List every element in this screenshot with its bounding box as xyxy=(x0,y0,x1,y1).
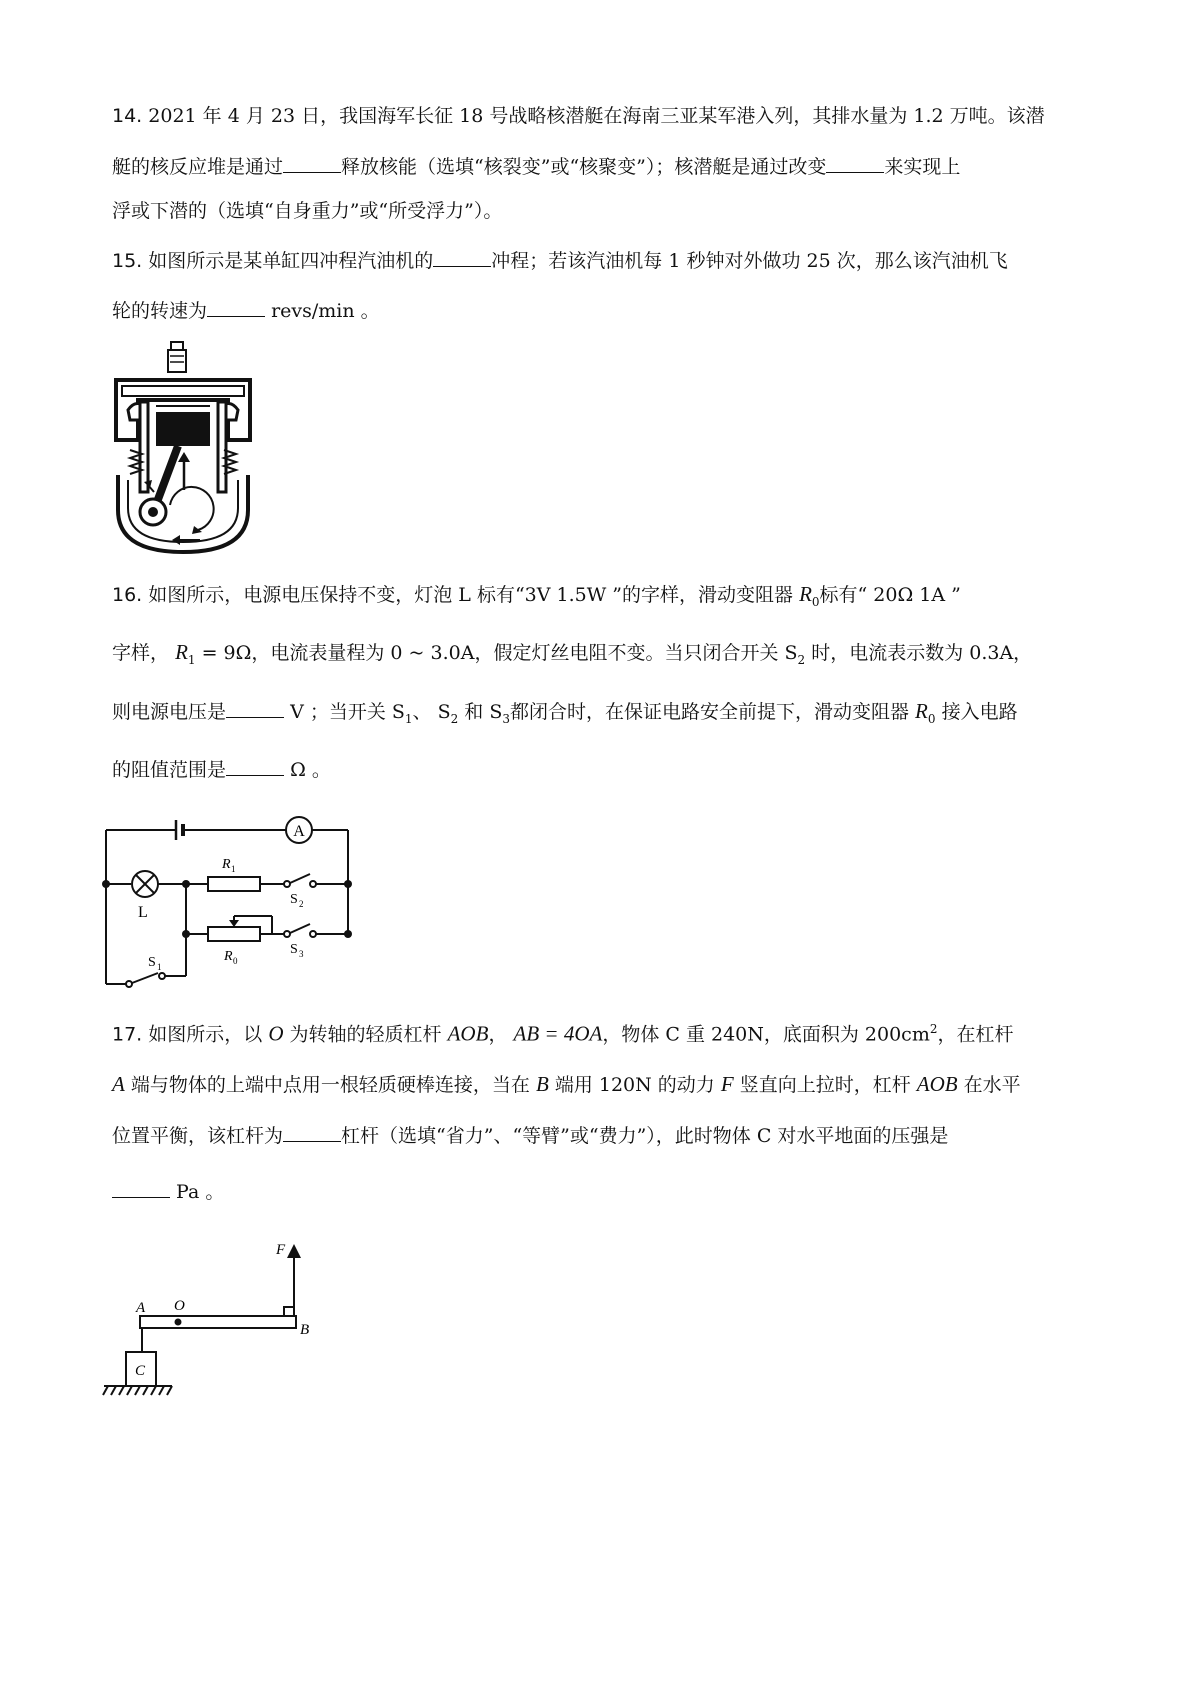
q14-line-2 xyxy=(112,153,1122,181)
q15-number: 15. xyxy=(112,250,143,272)
q14-text-3: 浮或下潜的（选填“自身重力”或“所受浮力”）。 xyxy=(112,200,503,222)
s3-label-sub: 3 xyxy=(299,949,304,959)
q16-s1-sub: 1 xyxy=(404,711,413,726)
q16-r0-sub: 0 xyxy=(811,594,820,609)
s3-label: S xyxy=(290,942,298,957)
lever-c-label: C xyxy=(135,1363,146,1379)
q15-line-2 xyxy=(112,297,1122,325)
q15-text-2a: 轮的转速为 xyxy=(112,300,208,322)
engine-diagram xyxy=(108,340,258,555)
q17-line-3 xyxy=(112,1122,1122,1150)
q17-text-2c: 竖直向上拉时，杠杆 xyxy=(739,1074,911,1096)
q17-b-symbol: B xyxy=(535,1072,549,1096)
lever-f-label: F xyxy=(276,1242,286,1258)
q14-line-3 xyxy=(112,197,1122,225)
q16-r0-sub-b: 0 xyxy=(927,711,936,726)
q17-equation: AB = 4OA xyxy=(513,1021,603,1046)
q17-blank-1[interactable] xyxy=(283,1123,341,1142)
q16-text-3a: 则电源电压是 xyxy=(112,701,227,723)
q16-line-3 xyxy=(112,697,1122,733)
q16-r0-symbol-b: R xyxy=(915,699,928,723)
q15-blank-2[interactable] xyxy=(207,298,265,317)
q14-number: 14. xyxy=(112,105,143,127)
q15-text-1b: 冲程；若该汽油机每 1 秒钟对外做功 25 次，那么该汽油机飞 xyxy=(491,250,1008,272)
q16-line-4 xyxy=(112,756,1122,784)
q14-line-1 xyxy=(112,102,1122,130)
q17-text-3b: 杠杆（选填“省力”、“等臂”或“费力”），此时物体 C 对水平地面的压强是 xyxy=(341,1125,949,1147)
q16-number: 16. xyxy=(112,584,143,606)
q17-blank-2[interactable] xyxy=(112,1179,170,1198)
q16-text-3f: 接入电路 xyxy=(941,701,1018,723)
q16-s3-sub: 3 xyxy=(502,711,510,726)
q16-r0-symbol: R xyxy=(799,582,812,606)
lever-o-label: O xyxy=(174,1298,185,1314)
q16-line-2 xyxy=(112,638,1122,674)
q17-text-3a: 位置平衡，该杠杆为 xyxy=(112,1125,284,1147)
q17-o-symbol: O xyxy=(268,1021,284,1046)
q16-r1-symbol: R xyxy=(175,640,188,664)
q16-blank-1[interactable] xyxy=(226,699,284,718)
q17-line-4 xyxy=(112,1178,1122,1206)
lamp-label: L xyxy=(138,904,148,921)
q17-text-4b: Pa 。 xyxy=(176,1181,225,1203)
q16-text-4b: Ω 。 xyxy=(290,759,331,781)
q15-text-1a: 如图所示是某单缸四冲程汽油机的 xyxy=(148,250,434,272)
q17-a-symbol: A xyxy=(112,1072,125,1096)
r1-label: R xyxy=(222,857,231,872)
lever-diagram xyxy=(100,1240,330,1410)
q17-aob-symbol-b: AOB xyxy=(916,1072,958,1096)
q16-text-3b: V ；当开关 S xyxy=(290,701,405,723)
q16-s2-sub-b: 2 xyxy=(450,711,459,726)
q17-f-symbol: F xyxy=(720,1072,734,1096)
s1-label: S xyxy=(148,955,156,970)
r0-label-sub: 0 xyxy=(233,956,238,966)
q16-line-1 xyxy=(112,580,1122,616)
q14-blank-2[interactable] xyxy=(826,154,884,173)
q17-text-1a: 如图所示，以 xyxy=(148,1023,263,1046)
q14-blank-1[interactable] xyxy=(283,154,341,173)
q17-text-1d: ，物体 C 重 240N，底面积为 200cm xyxy=(602,1023,930,1046)
q16-blank-2[interactable] xyxy=(226,757,284,776)
q17-text-1b: 为转轴的轻质杠杆 xyxy=(289,1023,442,1046)
s1-label-sub: 1 xyxy=(157,962,162,972)
q16-text-4a: 的阻值范围是 xyxy=(112,759,227,781)
q16-text-3c: 、 S xyxy=(412,701,451,723)
q16-text-1a: 如图所示，电源电压保持不变，灯泡 L 标有“3V 1.5W ”的字样，滑动变阻器 xyxy=(148,584,794,606)
q17-text-1c: ， xyxy=(488,1023,508,1046)
q14-text-2c: 来实现上 xyxy=(884,156,961,178)
q16-s2-sub: 2 xyxy=(797,652,806,667)
q16-text-3e: 都闭合时，在保证电路安全前提下，滑动变阻器 xyxy=(509,701,909,723)
q16-text-1b: 标有“ 20Ω 1A ” xyxy=(819,584,961,606)
q16-text-2b: = 9Ω，电流表量程为 0 ~ 3.0A，假定灯丝电阻不变。当只闭合开关 S xyxy=(201,642,798,664)
q17-number: 17. xyxy=(112,1023,143,1046)
q17-line-2 xyxy=(112,1070,1122,1099)
q17-text-2d: 在水平 xyxy=(963,1074,1021,1096)
circuit-diagram xyxy=(96,812,366,997)
q16-text-2c: 时，电流表示数为 0.3A， xyxy=(811,642,1033,664)
q17-line-1 xyxy=(112,1015,1122,1048)
lever-a-label: A xyxy=(136,1300,146,1316)
q16-r1-sub: 1 xyxy=(187,652,196,667)
q15-line-1 xyxy=(112,247,1122,275)
q16-text-3d: 和 S xyxy=(464,701,503,723)
q16-text-2a: 字样， xyxy=(112,642,170,664)
r1-label-sub: 1 xyxy=(231,864,236,874)
q17-sup2: 2 xyxy=(929,1022,938,1036)
q14-text-2a: 艇的核反应堆是通过 xyxy=(112,156,284,178)
q15-text-2b: revs/min 。 xyxy=(271,300,380,322)
r0-label: R xyxy=(224,949,233,964)
s2-label-sub: 2 xyxy=(299,899,304,909)
q15-blank-1[interactable] xyxy=(433,248,491,267)
q17-aob-symbol: AOB xyxy=(447,1021,489,1046)
q14-text-2b: 释放核能（选填“核裂变”或“核聚变”）；核潜艇是通过改变 xyxy=(341,156,827,178)
ammeter-label: A xyxy=(293,823,305,840)
q17-text-2b: 端用 120N 的动力 xyxy=(554,1074,715,1096)
q17-text-2a: 端与物体的上端中点用一根轻质硬棒连接，当在 xyxy=(130,1074,530,1096)
s2-label: S xyxy=(290,892,298,907)
q14-text-1: 2021 年 4 月 23 日，我国海军长征 18 号战略核潜艇在海南三亚某军港入列，其排水量为 1.2 万吨。该潜 xyxy=(148,105,1045,127)
q17-text-1e: ，在杠杆 xyxy=(937,1023,1014,1046)
lever-b-label: B xyxy=(300,1322,310,1338)
